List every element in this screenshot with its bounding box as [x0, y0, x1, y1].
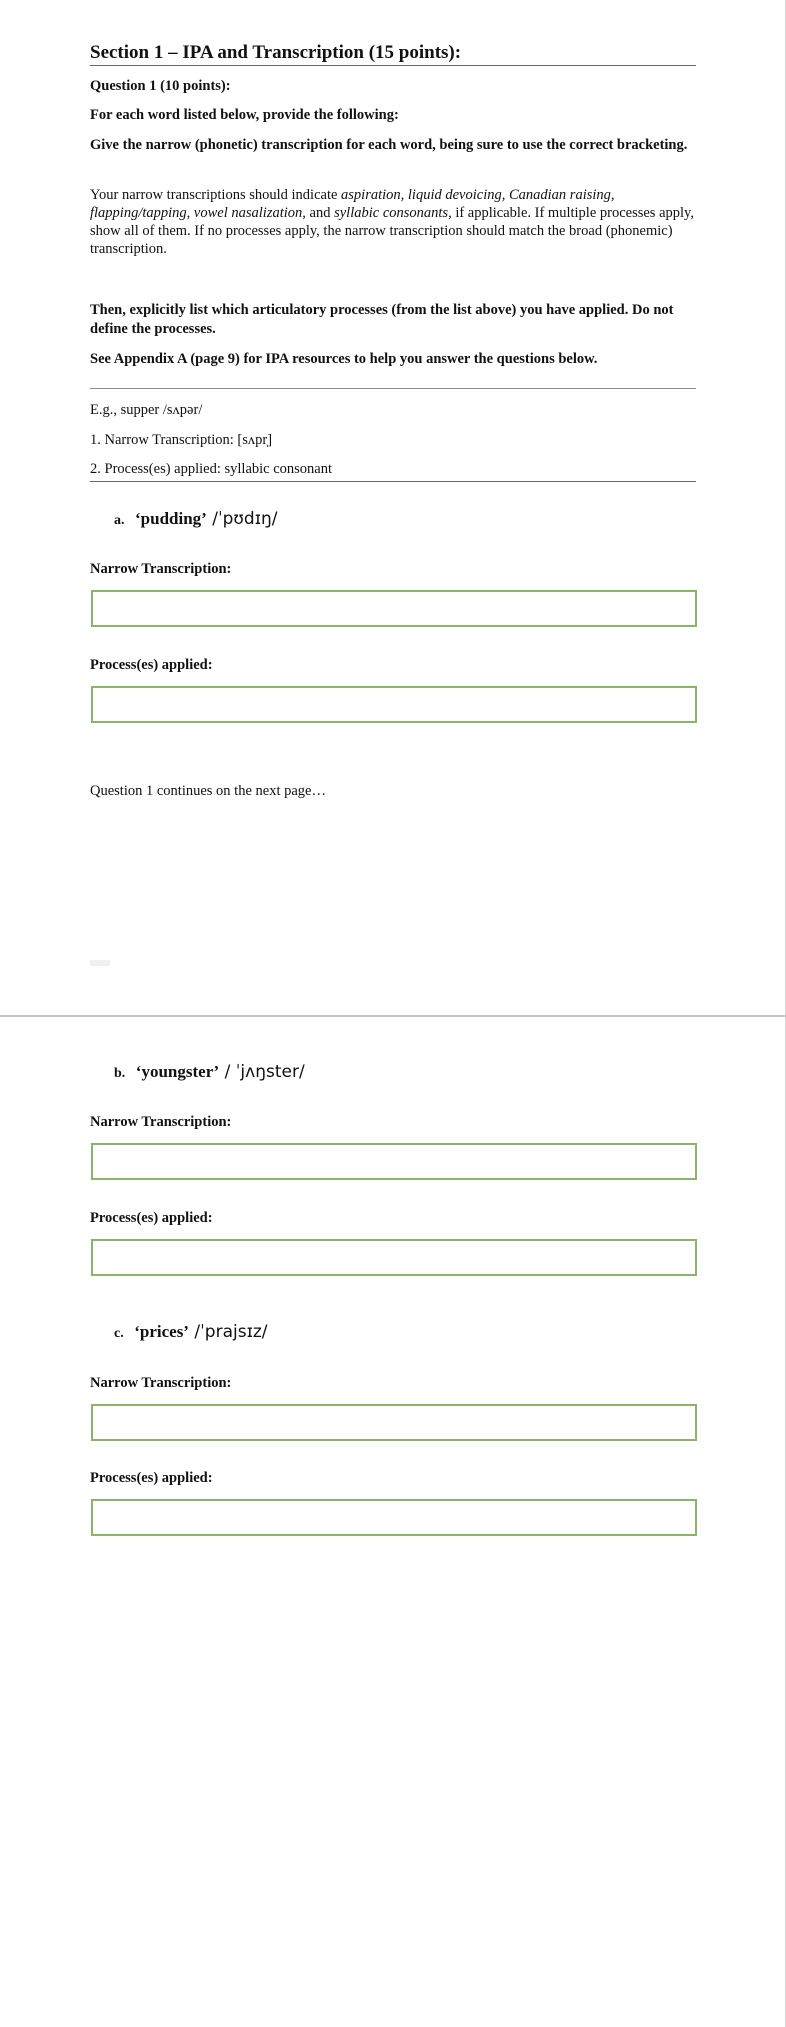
instruction-appendix: See Appendix A (page 9) for IPA resources to help you answer the questions below.: [90, 351, 598, 367]
word-letter: b.: [114, 1066, 126, 1081]
narrow-label-b: Narrow Transcription:: [90, 1114, 232, 1130]
processes-label-a: Process(es) applied:: [90, 657, 213, 673]
word-text: ‘pudding’: [135, 509, 207, 528]
faint-mark: [90, 960, 110, 966]
processes-input-b[interactable]: [91, 1239, 697, 1276]
question-heading: Question 1 (10 points):: [90, 78, 231, 94]
instruction-intro: For each word listed below, provide the following:: [90, 107, 399, 123]
word-letter: c.: [114, 1326, 124, 1341]
processes-input-c[interactable]: [91, 1499, 697, 1536]
word-text: ‘prices’: [134, 1322, 189, 1341]
instruction-narrow: Give the narrow (phonetic) transcription for each word, being sure to use the correct bracketing.: [90, 137, 688, 153]
word-item-b: [114, 1062, 305, 1082]
instruction-processes-and: and: [305, 205, 335, 221]
instruction-processes-text: Your narrow transcriptions should indicate: [90, 187, 342, 203]
narrow-input-b[interactable]: [91, 1143, 697, 1180]
narrow-label-c: Narrow Transcription:: [90, 1375, 232, 1391]
word-ipa: / ˈjʌŋster/: [219, 1062, 305, 1082]
instruction-processes: [90, 186, 696, 258]
example-box: [90, 388, 696, 482]
word-ipa: /ˈprajsɪz/: [188, 1322, 268, 1342]
section-title: Section 1 – IPA and Transcription (15 points):: [90, 41, 696, 66]
word-item-c: [114, 1322, 268, 1342]
instruction-processes-list: aspiration, liquid devoicing, Canadian raising, flapping/tapping, vowel nasalization,: [90, 187, 615, 221]
narrow-input-c[interactable]: [91, 1404, 697, 1441]
narrow-label-a: Narrow Transcription:: [90, 561, 232, 577]
processes-label-b: Process(es) applied:: [90, 1210, 213, 1226]
example-word: E.g., supper /sʌpər/: [90, 402, 203, 418]
processes-input-a[interactable]: [91, 686, 697, 723]
page-2: [0, 1017, 786, 2027]
continues-note: Question 1 continues on the next page…: [90, 783, 326, 799]
processes-label-c: Process(es) applied:: [90, 1470, 213, 1486]
example-narrow: 1. Narrow Transcription: [sʌpr̩]: [90, 432, 273, 448]
narrow-input-a[interactable]: [91, 590, 697, 627]
instruction-processes-rest: if applicable. If multiple processes apply, show all of them. If no processes apply, the narrow transcription should match the broad (phonemic) transcription.: [90, 205, 694, 257]
example-processes: 2. Process(es) applied: syllabic consonant: [90, 461, 333, 477]
word-item-a: [114, 509, 278, 529]
instruction-list-processes: Then, explicitly list which articulatory processes (from the list above) you have applied. Do not define the processes.: [90, 302, 674, 337]
word-letter: a.: [114, 513, 125, 528]
instruction-processes-syllabic: syllabic consonants,: [334, 205, 452, 221]
word-text: ‘youngster’: [135, 1062, 220, 1081]
word-ipa: /ˈpʊdɪŋ/: [206, 509, 278, 529]
